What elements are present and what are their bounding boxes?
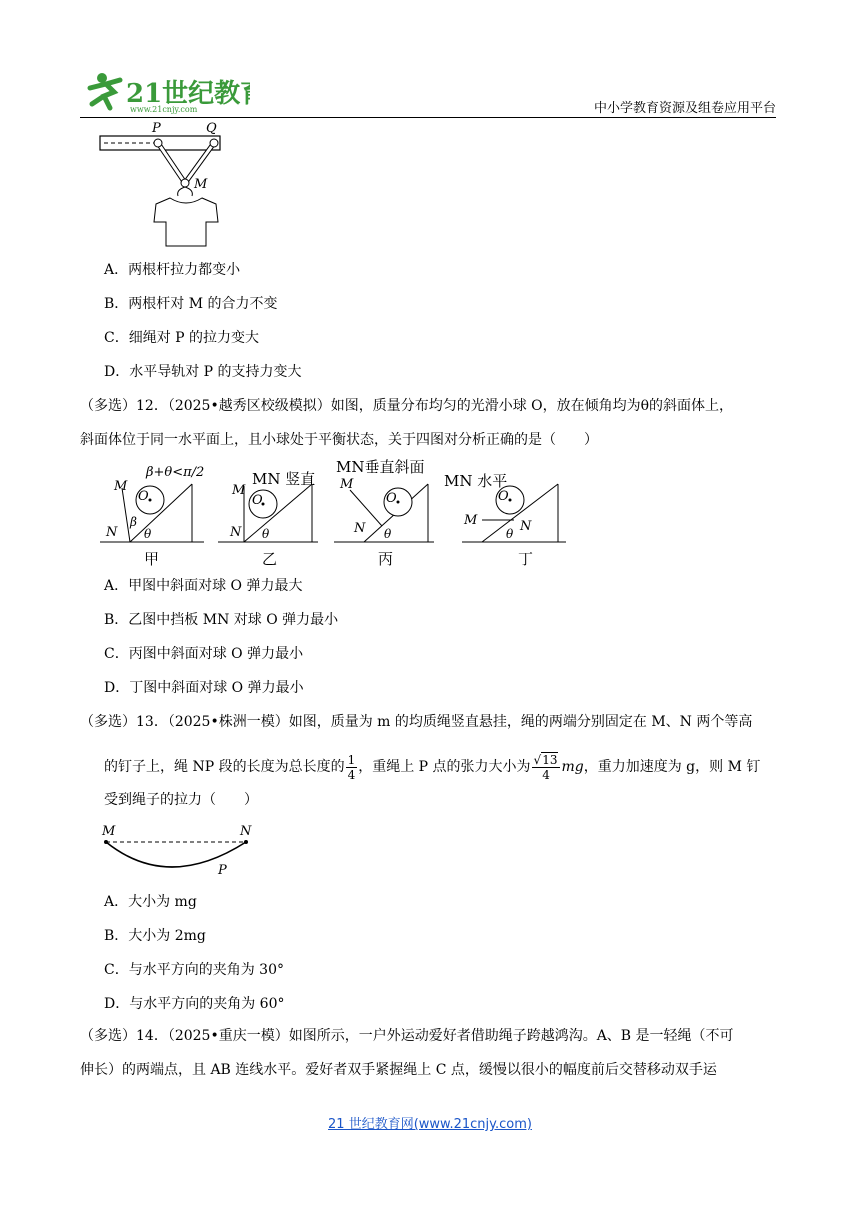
footer-link[interactable]: 21 世纪教育网(www.21cnjy.com) <box>328 1117 532 1132</box>
q14-stem-line2: 伸长）的两端点，且 AB 连线水平。爱好者双手紧握绳上 C 点，缓慢以很小的幅度前后交替移动双手运 <box>80 1062 717 1078</box>
q11-option-b: B．两根杆对 M 的合力不变 <box>104 296 278 312</box>
q13-stem-line2: 的钉子上，绳 NP 段的长度为总长度的 $\frac{1}{4}$ ，重绳上 P 点的张力大小为 $\frac{√13}{4}$ mg，重力加速度为 g，则 M 钉 <box>104 752 761 782</box>
q13-stem-line1: （多选）13．（2025•株洲一模）如图，质量为 m 的均质绳竖直悬挂，绳的两端分别固定在 M、N 两个等高 <box>80 714 753 730</box>
svg-text:MN垂直斜面: MN垂直斜面 <box>336 458 425 476</box>
svg-text:MN 水平: MN 水平 <box>444 472 508 490</box>
fig-ding <box>444 472 566 568</box>
svg-text:θ: θ <box>262 527 270 541</box>
q14-stem-line1: （多选）14．（2025•重庆一模）如图所示，一户外运动爱好者借助绳子跨越鸿沟。A、B 是一轻绳（不可 <box>80 1028 734 1044</box>
svg-text:θ: θ <box>384 527 392 541</box>
svg-text:M: M <box>102 824 116 839</box>
svg-text:O: O <box>498 489 509 504</box>
q12-stem-line2: 斜面体位于同一水平面上，且小球处于平衡状态，关于四图对分析正确的是（ ） <box>80 432 598 448</box>
q13-stem-line3: 受到绳子的拉力（ ） <box>104 792 258 808</box>
svg-text:N: N <box>520 519 532 534</box>
fig-jia <box>100 465 204 568</box>
header-platform-text: 中小学教育资源及组卷应用平台 <box>593 101 776 116</box>
svg-text:O: O <box>138 489 149 504</box>
q12-figures <box>100 456 580 570</box>
svg-text:甲: 甲 <box>144 550 160 568</box>
svg-text:M: M <box>114 479 128 494</box>
svg-text:O: O <box>386 491 397 506</box>
svg-text:N: N <box>240 824 252 839</box>
svg-text:M: M <box>232 483 246 498</box>
label-q: Q <box>206 121 217 136</box>
svg-text:N: N <box>106 525 118 540</box>
fig-yi <box>218 470 318 568</box>
q12-option-a: A．甲图中斜面对球 O 弹力最大 <box>104 578 303 594</box>
q13-figure <box>98 820 258 880</box>
q13-option-b: B．大小为 2mg <box>104 928 206 944</box>
svg-text:θ: θ <box>144 527 152 541</box>
q13-option-c: C．与水平方向的夹角为 30° <box>104 962 284 978</box>
logo-runner-icon <box>80 70 250 114</box>
fraction-one-quarter: $\frac{1}{4}$ <box>347 752 356 782</box>
label-m: M <box>194 177 208 192</box>
q12-option-c: C．丙图中斜面对球 O 弹力最小 <box>104 646 304 662</box>
fig-bing <box>334 458 434 568</box>
header-logo <box>80 70 250 114</box>
svg-text:M: M <box>340 477 354 492</box>
svg-text:N: N <box>354 521 366 536</box>
svg-text:P: P <box>218 863 227 878</box>
logo-text: 21世纪教 <box>126 79 241 109</box>
q11-option-a: A．两根杆拉力都变小 <box>104 262 241 278</box>
svg-text:乙: 乙 <box>262 550 278 568</box>
svg-text:θ: θ <box>506 527 514 541</box>
label-p: P <box>152 121 161 136</box>
svg-text:丙: 丙 <box>378 550 394 568</box>
svg-text:O: O <box>252 493 263 508</box>
logo-url: www.21cnjy.com <box>130 105 198 114</box>
svg-text:β+θ<π/2: β+θ<π/2 <box>146 465 205 480</box>
figure-hanger <box>96 118 226 252</box>
q11-option-d: D．水平导轨对 P 的支持力变大 <box>104 364 302 380</box>
q13-option-a: A．大小为 mg <box>104 894 197 910</box>
q12-stem-line1: （多选）12．（2025•越秀区校级模拟）如图，质量分布均匀的光滑小球 O，放在倾角均为θ的斜面体上， <box>80 398 734 414</box>
svg-text:N: N <box>230 525 242 540</box>
svg-text:β: β <box>130 515 137 529</box>
q12-option-d: D．丁图中斜面对球 O 弹力最小 <box>104 680 304 696</box>
q11-option-c: C．细绳对 P 的拉力变大 <box>104 330 260 346</box>
q12-option-b: B．乙图中挡板 MN 对球 O 弹力最小 <box>104 612 339 628</box>
svg-text:丁: 丁 <box>518 550 534 568</box>
q13-option-d: D．与水平方向的夹角为 60° <box>104 996 285 1012</box>
fraction-sqrt13-over-4: $\frac{√13}{4}$ <box>532 752 561 782</box>
svg-text:M: M <box>464 513 478 528</box>
svg-text:MN 竖直: MN 竖直 <box>252 470 316 488</box>
